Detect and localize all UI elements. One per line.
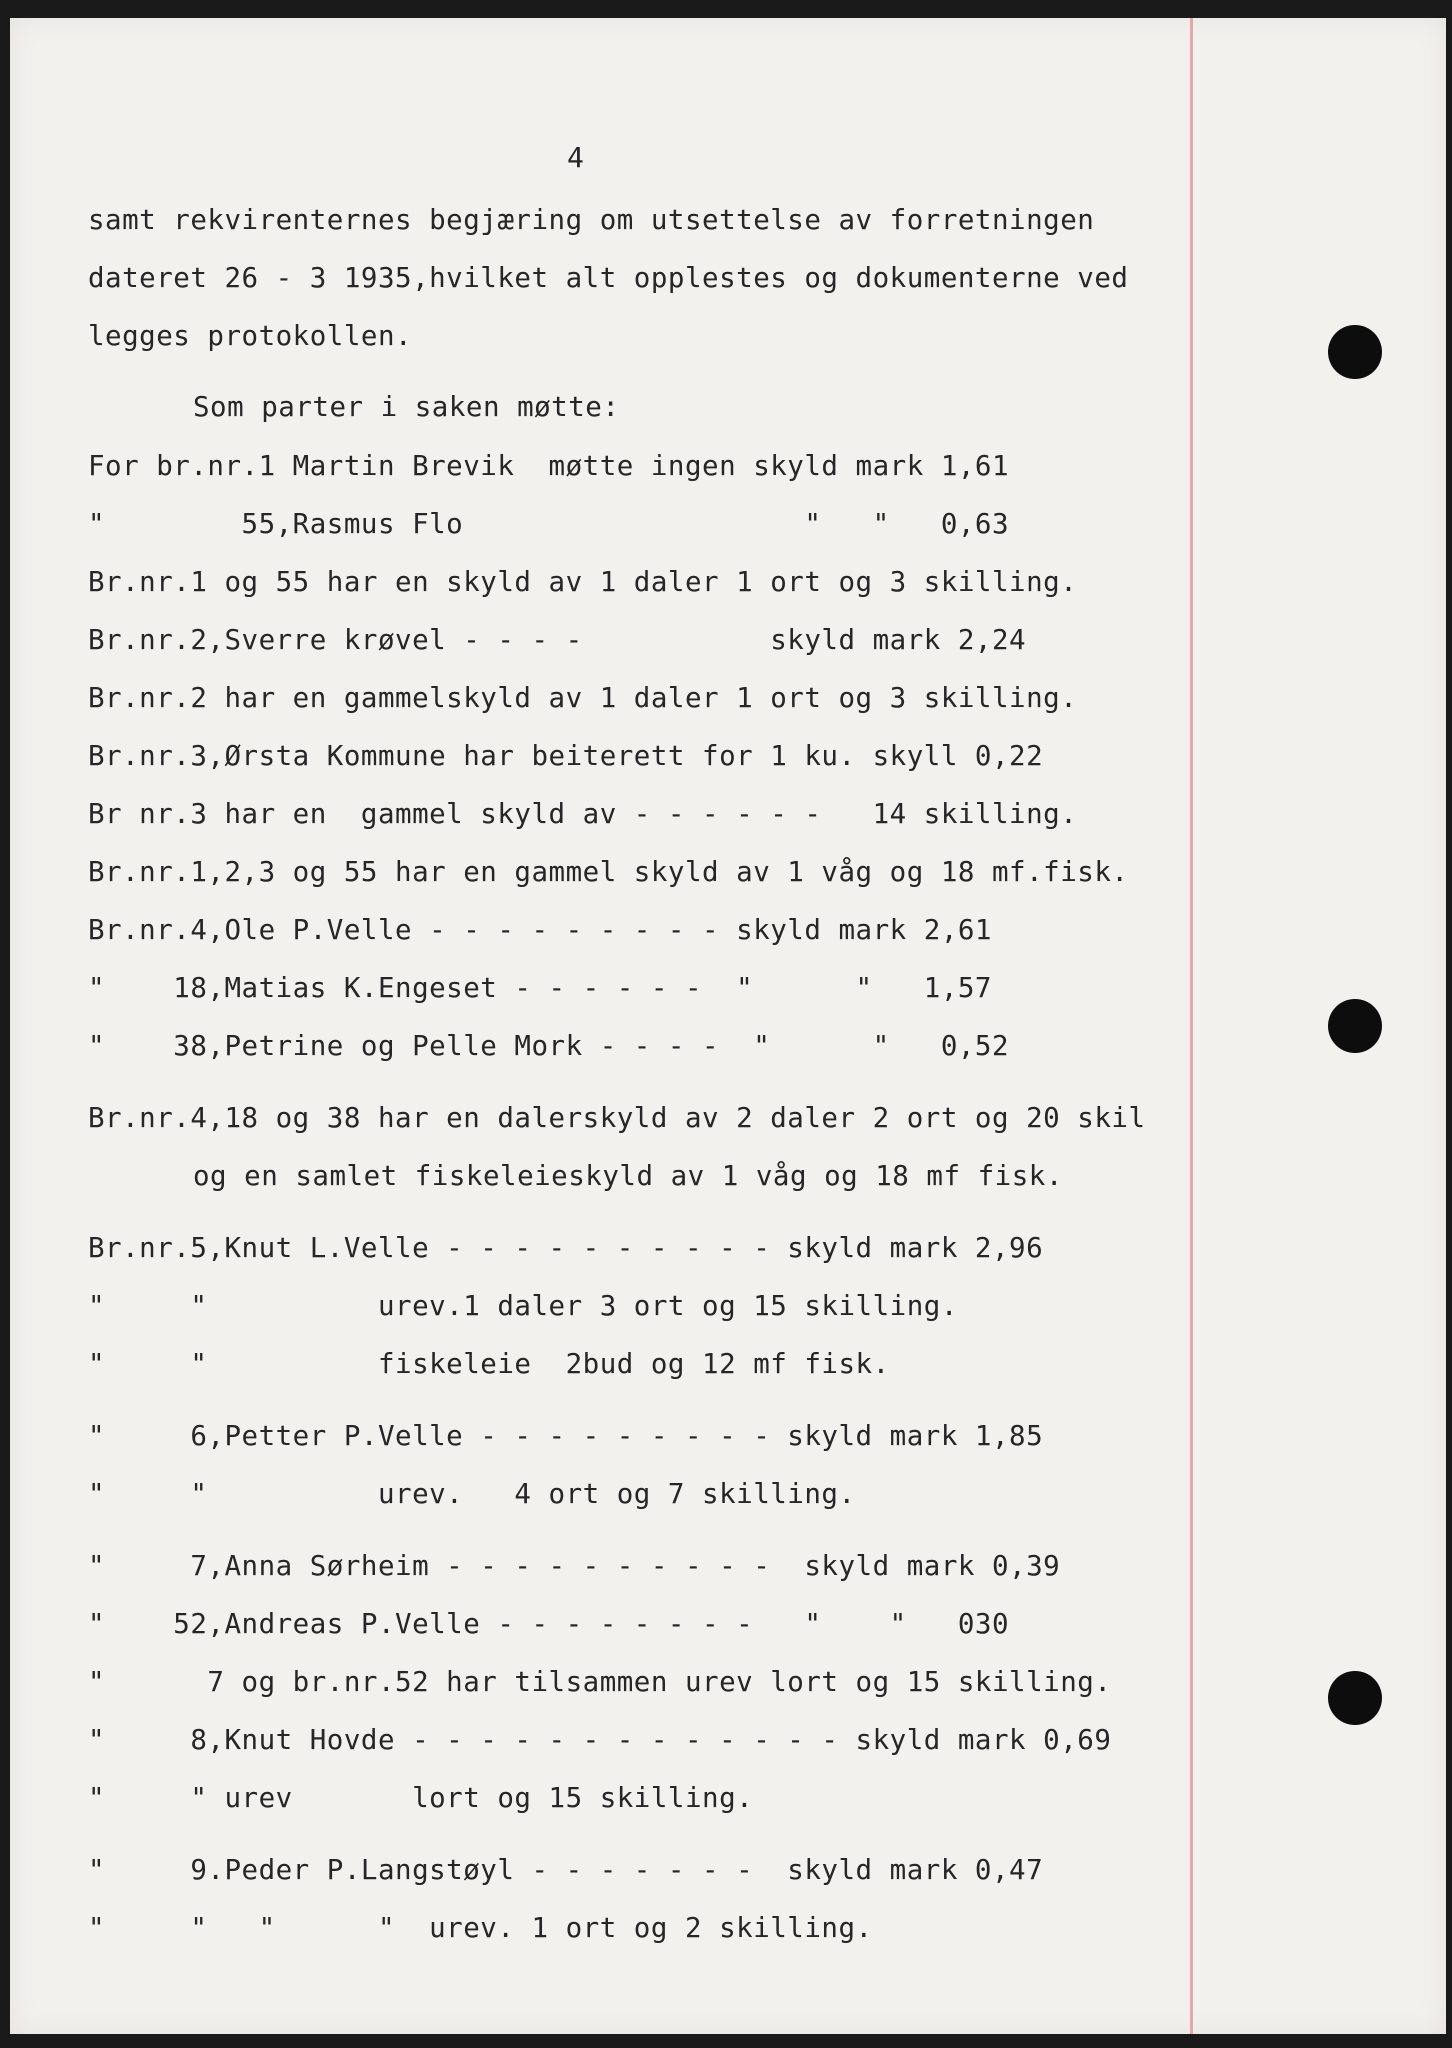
text-line: " " " " urev. 1 ort og 2 skilling. — [88, 1912, 873, 1944]
text-line: " " urev. 4 ort og 7 skilling. — [88, 1478, 856, 1510]
text-line: " 8,Knut Hovde - - - - - - - - - - - - - skyld mark 0,69 — [88, 1724, 1112, 1756]
text-line: " 7 og br.nr.52 har tilsammen urev lort og 15 skilling. — [88, 1666, 1112, 1698]
red-margin-line — [1190, 18, 1193, 2034]
text-line: " 6,Petter P.Velle - - - - - - - - - skyld mark 1,85 — [88, 1420, 1044, 1452]
text-line: dateret 26 - 3 1935,hvilket alt opplestes og dokumenterne ved — [88, 262, 1129, 294]
page-number: 4 — [567, 141, 585, 174]
text-line: " 55,Rasmus Flo " " 0,63 — [88, 508, 1010, 540]
text-line: og en samlet fiskeleieskyld av 1 våg og 18 mf fisk. — [193, 1160, 1063, 1192]
text-line: " 7,Anna Sørheim - - - - - - - - - - skyld mark 0,39 — [88, 1550, 1061, 1582]
punch-hole — [1328, 325, 1382, 379]
text-line: Br nr.3 har en gammel skyld av - - - - - - 14 skilling. — [88, 798, 1078, 830]
text-line: Som parter i saken møtte: — [193, 391, 620, 423]
text-line: " " urev lort og 15 skilling. — [88, 1782, 754, 1814]
text-line: samt rekvirenternes begjæring om utsettelse av forretningen — [88, 204, 1095, 236]
punch-hole — [1328, 999, 1382, 1053]
text-line: " " urev.1 daler 3 ort og 15 skilling. — [88, 1290, 958, 1322]
text-line: Br.nr.3,Ørsta Kommune har beiterett for 1 ku. skyll 0,22 — [88, 740, 1044, 772]
text-line: " 18,Matias K.Engeset - - - - - - " " 1,57 — [88, 972, 992, 1004]
text-line: legges protokollen. — [88, 320, 413, 352]
text-line: Br.nr.1,2,3 og 55 har en gammel skyld av 1 våg og 18 mf.fisk. — [88, 856, 1129, 888]
text-line: Br.nr.2 har en gammelskyld av 1 daler 1 ort og 3 skilling. — [88, 682, 1078, 714]
document-page — [10, 18, 1446, 2034]
punch-hole — [1328, 1671, 1382, 1725]
text-line: Br.nr.5,Knut L.Velle - - - - - - - - - - skyld mark 2,96 — [88, 1232, 1044, 1264]
text-line: " 38,Petrine og Pelle Mork - - - - " " 0,52 — [88, 1030, 1010, 1062]
text-line: For br.nr.1 Martin Brevik møtte ingen skyld mark 1,61 — [88, 450, 1010, 482]
text-line: Br.nr.2,Sverre krøvel - - - - skyld mark 2,24 — [88, 624, 1027, 656]
text-line: Br.nr.4,18 og 38 har en dalerskyld av 2 daler 2 ort og 20 skil — [88, 1102, 1146, 1134]
text-line: Br.nr.1 og 55 har en skyld av 1 daler 1 ort og 3 skilling. — [88, 566, 1078, 598]
text-line: " 52,Andreas P.Velle - - - - - - - - " " 030 — [88, 1608, 1010, 1640]
text-line: Br.nr.4,Ole P.Velle - - - - - - - - - skyld mark 2,61 — [88, 914, 992, 946]
text-line: " 9.Peder P.Langstøyl - - - - - - - skyld mark 0,47 — [88, 1854, 1044, 1886]
text-line: " " fiskeleie 2bud og 12 mf fisk. — [88, 1348, 890, 1380]
